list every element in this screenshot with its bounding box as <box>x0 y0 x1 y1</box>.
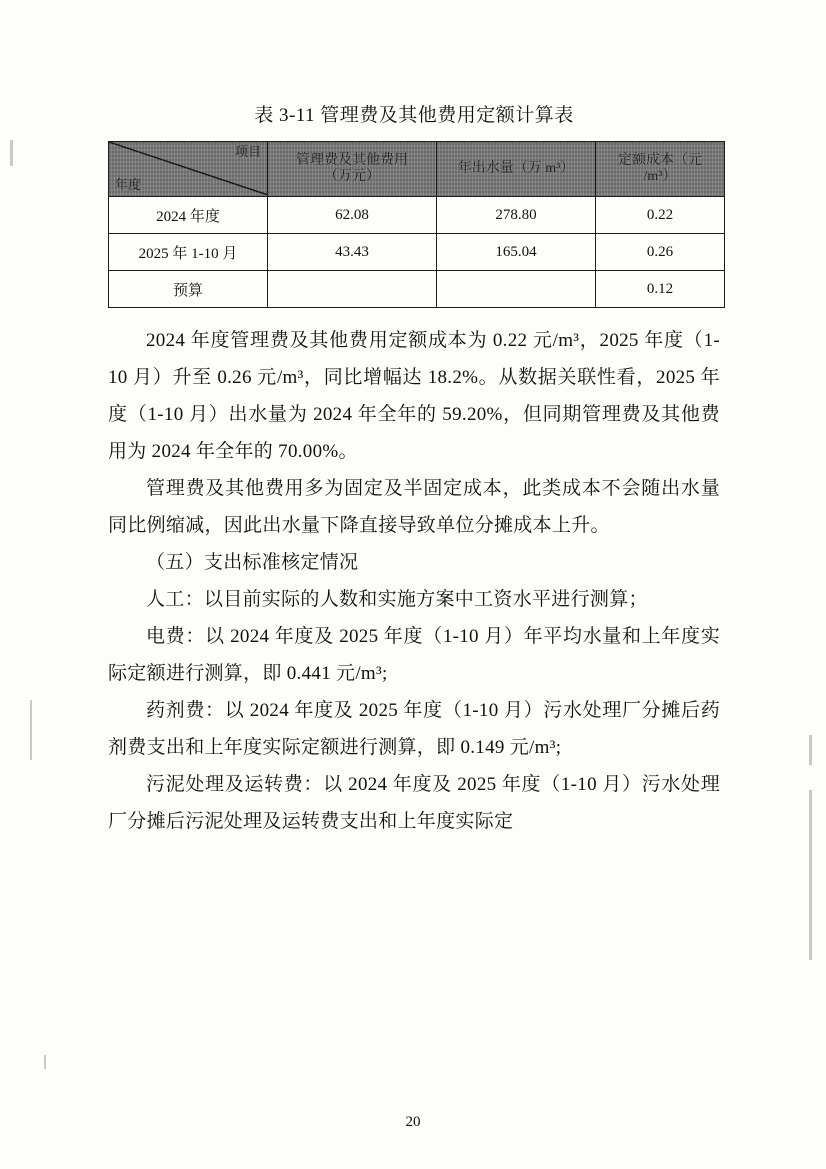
table-body <box>109 197 725 308</box>
table-row <box>109 234 725 271</box>
paragraph-electricity: 电费：以 2024 年度及 2025 年度（1-10 月）年平均水量和上年度实际定额进行测算，即 0.441 元/m³; <box>108 626 720 684</box>
table-cell-cost: 43.43 <box>268 234 437 271</box>
table-row <box>109 197 725 234</box>
table-cell-unit-cost: 0.26 <box>596 234 725 271</box>
paragraph-quota-analysis: 2024 年度管理费及其他费用定额成本为 0.22 元/m³，2025 年度（1-10 月）升至 0.26 元/m³，同比增幅达 18.2%。从数据关联性看，2025 年度（1-10 月）出水量为 2024 年全年的 59.20%，但同期管理费及其他费用为 2024 年全年的 70.00%。 <box>108 330 720 462</box>
table-header-output-line1: 年出水量（万 m³） <box>457 160 575 176</box>
document-content <box>108 100 720 840</box>
table-header-row <box>109 142 725 197</box>
table-header-unit-line1: 定额成本（元 <box>618 153 702 169</box>
table-header-corner-year: 年度 <box>115 177 142 193</box>
table-header-unit-cost <box>596 142 725 197</box>
table-header-output <box>437 142 596 197</box>
paragraph-chemicals: 药剂费：以 2024 年度及 2025 年度（1-10 月）污水处理厂分摊后药剂费支出和上年度实际定额进行测算，即 0.149 元/m³; <box>108 700 720 758</box>
table-header-cost-line1: 管理费及其他费用 <box>296 153 408 169</box>
table-header-unit-line2: /m³） <box>643 169 677 184</box>
table-header-cost-line2: （万元） <box>324 169 380 184</box>
page-number: 20 <box>405 1114 421 1130</box>
paragraph-fixed-cost: 管理费及其他费用多为固定及半固定成本，此类成本不会随出水量同比例缩减，因此出水量下降直接导致单位分摊成本上升。 <box>108 478 720 536</box>
scan-artifact-left-low <box>44 1055 46 1069</box>
table-title: 表 3-11 管理费及其他费用定额计算表 <box>254 105 574 126</box>
scan-artifact-right-lower <box>809 790 812 960</box>
table-cell-year: 2025 年 1-10 月 <box>109 234 268 271</box>
table-cell-unit-cost: 0.12 <box>596 271 725 308</box>
table-cell-unit-cost: 0.22 <box>596 197 725 234</box>
paragraph-sludge: 污泥处理及运转费：以 2024 年度及 2025 年度（1-10 月）污水处理厂分摊后污泥处理及运转费支出和上年度实际定 <box>108 774 720 832</box>
table-cell-cost: 62.08 <box>268 197 437 234</box>
scan-artifact-right-upper <box>809 735 812 765</box>
table-row <box>109 271 725 308</box>
table-cell-year: 2024 年度 <box>109 197 268 234</box>
cost-quota-table <box>108 141 725 308</box>
paragraph-labor: 人工：以目前实际的人数和实施方案中工资水平进行测算； <box>146 589 648 610</box>
table-cell-output <box>437 271 596 308</box>
paragraph-section-heading: （五）支出标准核定情况 <box>146 552 359 573</box>
scan-artifact-left-mid <box>30 700 32 760</box>
paragraph-group <box>108 322 720 840</box>
table-header-corner <box>109 142 268 197</box>
scan-artifact-left-top <box>10 140 13 166</box>
table-cell-output: 165.04 <box>437 234 596 271</box>
table-header <box>109 142 725 197</box>
table-header-cost <box>268 142 437 197</box>
table-cell-output: 278.80 <box>437 197 596 234</box>
table-header-corner-project: 项目 <box>234 144 261 159</box>
table-cell-year: 预算 <box>109 271 268 308</box>
table-cell-cost <box>268 271 437 308</box>
